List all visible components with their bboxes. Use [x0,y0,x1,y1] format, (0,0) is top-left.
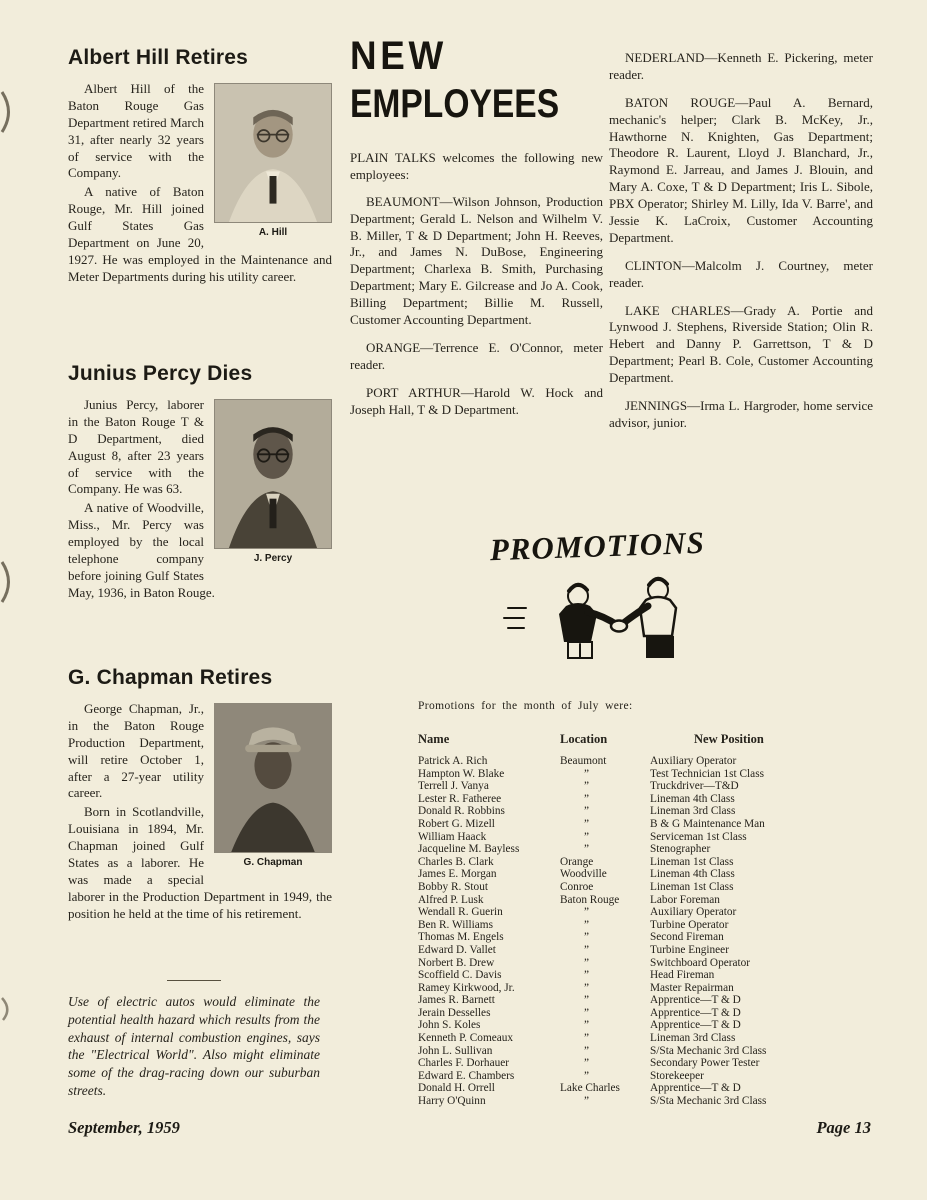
promotion-name: Alfred P. Lusk [418,893,484,906]
promotions-table-header [404,732,798,747]
promotion-location: ” [584,805,590,818]
promotion-location: ” [584,1019,590,1032]
promotion-row [418,906,798,919]
promotion-name: Robert G. Mizell [418,817,495,830]
promotion-position: Apprentice—T & D [650,994,741,1007]
promotion-position: B & G Maintenance Man [650,817,765,830]
promotion-row [418,881,798,894]
promotion-position: Switchboard Operator [650,956,751,969]
promotion-row [418,831,798,844]
article-paragraph: A native of Baton Rouge, Mr. Hill joined Gulf States Gas Department on June 20, 1927. He was employed in the Maintenance and Meter Departments during his utility career. [68,184,332,284]
promotion-position: Labor Foreman [650,893,720,906]
promotion-row [418,982,798,995]
promotion-position: Apprentice—T & D [650,1019,741,1032]
promotion-name: Lester R. Fatheree [418,792,502,805]
promotion-name: Ben R. Williams [418,918,493,931]
promotion-row [418,1019,798,1032]
hill-photo [214,83,332,239]
new-employees-paragraph: BEAUMONT—Wilson Johnson, Production Department; Gerald L. Nelson and Wilhelm V. B. Miller, T & D Department; John H. Reeves, Jr., and James N. DuBose, Engineering Department; Charlexa B. Smith, Purchasing Department; Mary E. Gilcrease and Jo A. Cook, Billing Department; Billie M. Russell, Customer Accounting Department. [350,193,603,328]
new-employees-paragraph: ORANGE—Terrence E. O'Connor, meter reader. [350,339,603,372]
promotions-graphic [488,524,744,672]
promotion-name: Donald R. Robbins [418,805,505,818]
promotion-position: Apprentice—T & D [650,1082,741,1095]
portrait-photo [214,399,332,549]
promotion-location: ” [584,1006,590,1019]
promotion-position: Storekeeper [650,1069,704,1082]
new-employees-middle-list [350,194,603,419]
column-header-name: Name [418,732,450,746]
promotion-position: Lineman 4th Class [650,792,735,805]
new-employees-paragraph: LAKE CHARLES—Grady A. Portie and Lynwood J. Stephens, Riverside Station; Olin R. Hebert and Danny P. Garrettson, T & D Department; Pearl B. Cole, Customer Accounting Department. [609,302,873,386]
promotions-table-rows [404,755,798,1108]
promotion-row [418,994,798,1007]
promotion-location: Woodville [560,868,607,881]
promotion-location: Lake Charles [560,1082,620,1095]
promotion-position: Lineman 3rd Class [650,1032,736,1045]
promotion-name: Hampton W. Blake [418,767,505,780]
promotion-name: Charles F. Dorhauer [418,1057,510,1070]
portrait-photo [214,703,332,853]
promotion-name: Harry O'Quinn [418,1095,486,1108]
promotion-location: ” [584,943,590,956]
new-employees-section [350,36,603,429]
heading-line: EMPLOYEES [350,82,560,126]
promotion-name: Jacqueline M. Bayless [418,843,520,856]
new-employees-paragraph: NEDERLAND—Kenneth E. Pickering, meter reader. [609,50,873,82]
handshake-illustration [488,524,744,672]
promotion-position: Lineman 1st Class [650,855,734,868]
promotion-row [418,1095,798,1108]
promotion-row [418,868,798,881]
promotion-location: ” [584,1044,590,1057]
article-title: Albert Hill Retires [68,46,249,69]
new-employees-right-list [609,50,873,443]
promotion-location: ” [584,1069,590,1082]
new-employees-paragraph: BATON ROUGE—Paul A. Bernard, mechanic's helper; Clark B. McKey, Jr., Hawthorne N. Knighten, Gas Department; Theodore R. Laurent, Lloyd J. Blanchard, Jr., Raymond E. Jarreau, and James J. Blouin, and Mary A. Coxe, T & D Department; Iris L. Sibole, PBX Operator; Shirley M. Lilly, Ida V. Barre', and Jessie K. LaCroix, Customer Accounting Department. [609,94,873,245]
promotion-position: Turbine Operator [650,918,729,931]
column-header-new-position: New Position [694,732,764,746]
promotion-name: Kenneth P. Comeaux [418,1032,514,1045]
percy-photo [214,399,332,565]
promotion-location: ” [584,981,590,994]
promotion-name: John L. Sullivan [418,1044,493,1057]
promotion-row [418,919,798,932]
new-employees-paragraph: JENNINGS—Irma L. Hargroder, home service advisor, junior. [609,398,873,430]
heading-line: NEW [350,34,447,78]
promotion-location: ” [584,918,590,931]
promotion-name: Ramey Kirkwood, Jr. [418,981,515,994]
article-paragraph: A native of Woodville, Miss., Mr. Percy was employed by the local telephone company before joining Gulf States May, 1936, in Baton Rouge. [68,500,215,600]
promotion-position: Auxiliary Operator [650,906,737,919]
article-albert-hill [68,46,332,288]
promotion-location: Beaumont [560,755,607,767]
promotion-location: Baton Rouge [560,893,620,906]
new-employees-heading [350,36,603,124]
promotion-name: William Haack [418,830,487,843]
promotion-name: James R. Barnett [418,994,495,1007]
editorial-note-text: Use of electric autos would eliminate the potential health hazard which results from the exhaust of internal combustion engines, says the "Electrical World". Also might eliminate some of the drag-racing down our suburban streets. [68,994,320,1099]
editorial-note [68,980,320,1100]
promotion-name: Terrell J. Vanya [418,780,489,793]
promotion-location: ” [584,817,590,830]
promotion-row [418,969,798,982]
promotion-position: Auxiliary Operator [650,755,737,767]
promotion-position: S/Sta Mechanic 3rd Class [650,1044,767,1057]
photo-caption: A. Hill [258,227,288,238]
promotion-position: Truckdriver—T&D [650,780,739,793]
promotion-position: Lineman 3rd Class [650,805,736,818]
promotion-location: ” [584,792,590,805]
promotion-row [418,805,798,818]
new-employees-paragraph: PORT ARTHUR—Harold W. Hock and Joseph Hall, T & D Department. [350,384,603,417]
promotion-location: ” [584,956,590,969]
promotion-location: ” [584,830,590,843]
promotion-position: Stenographer [650,843,711,856]
promotion-location: ” [584,767,590,780]
promotion-position: Lineman 4th Class [650,868,735,881]
promotion-name: Patrick A. Rich [418,755,488,767]
promotion-row [418,780,798,793]
promotion-row [418,1082,798,1095]
article-junius-percy [68,362,332,604]
new-employees-intro: PLAIN TALKS welcomes the following new employees: [350,150,603,182]
promotion-name: Jerain Desselles [418,1006,491,1019]
article-title: Junius Percy Dies [68,362,253,385]
promotion-location: ” [584,843,590,856]
promotion-name: John S. Koles [418,1019,481,1032]
promotion-name: Edward D. Vallet [418,943,496,956]
photo-caption: J. Percy [253,553,293,564]
promotion-position: Secondary Power Tester [650,1057,760,1070]
promotion-location: ” [584,1057,590,1070]
promotion-row [418,856,798,869]
promotion-location: ” [584,1032,590,1045]
article-title: G. Chapman Retires [68,666,273,689]
promotion-position: S/Sta Mechanic 3rd Class [650,1095,767,1108]
promotion-name: Norbert B. Drew [418,956,495,969]
punch-hole-mark [0,90,16,134]
chapman-photo [214,703,332,869]
photo-caption: G. Chapman [243,857,303,868]
promotion-position: Second Fireman [650,931,724,944]
promotion-row [418,768,798,781]
promotion-name: Wendall R. Guerin [418,906,503,919]
portrait-photo [214,83,332,223]
promotion-name: Charles B. Clark [418,855,494,868]
promotion-location: ” [584,1095,590,1108]
promotion-location: ” [584,780,590,793]
promotion-location: Orange [560,855,594,868]
promotion-location: ” [584,931,590,944]
promotions-table-section [404,700,798,1108]
promotion-location: ” [584,969,590,982]
promotion-row [418,1007,798,1020]
promotion-row [418,843,798,856]
promotion-location: ” [584,906,590,919]
promotion-row [418,957,798,970]
promotions-table-heading: Promotions for the month of July were: [418,700,633,712]
new-employees-paragraph: CLINTON—Malcolm J. Courtney, meter reader. [609,257,873,290]
promotion-position: Apprentice—T & D [650,1006,741,1019]
promotion-position: Turbine Engineer [650,943,729,956]
promotion-name: Thomas M. Engels [418,931,504,944]
promotion-row [418,793,798,806]
article-paragraph: George Chapman, Jr., in the Baton Rouge Production Department, will retire October 1, after a 27-year utility career. [68,701,204,801]
promotion-name: Scoffield C. Davis [418,969,502,982]
promotion-row [418,1057,798,1070]
article-paragraph: Junius Percy, laborer in the Baton Rouge T & D Department, died August 8, after 23 years of service with the Company. He was 63. [68,397,204,497]
column-header-location: Location [560,732,608,746]
promotion-name: Edward E. Chambers [418,1069,515,1082]
promotion-position: Head Fireman [650,969,715,982]
promotion-position: Master Repairman [650,981,734,994]
issue-date: September, 1959 [68,1118,180,1137]
promotion-name: Donald H. Orrell [418,1082,495,1095]
promotion-name: James E. Morgan [418,868,497,881]
promotion-name: Bobby R. Stout [418,880,488,893]
punch-hole-mark [0,560,16,604]
divider [167,980,221,981]
promotion-row [418,1032,798,1045]
promotions-wordmark: PROMOTIONS [489,524,706,568]
article-paragraph: Born in Scotlandville, Louisiana in 1894, Mr. Chapman joined Gulf States as a laborer. He was made a special laborer in the Production Department in 1949, the position he held at the time of his retirement. [68,804,332,921]
punch-hole-mark [0,996,14,1022]
promotion-row [418,1070,798,1083]
promotion-location: ” [584,994,590,1007]
promotion-position: Lineman 1st Class [650,880,734,893]
promotion-row [418,818,798,831]
promotion-row [418,944,798,957]
promotion-position: Test Technician 1st Class [650,767,764,780]
promotion-row [418,894,798,907]
article-g-chapman [68,666,332,925]
page-number: Page 13 [816,1118,871,1137]
article-paragraph: Albert Hill of the Baton Rouge Gas Department retired March 31, after nearly 32 years of service with the Company. [68,81,204,181]
promotion-location: Conroe [560,880,594,893]
promotion-row [418,755,798,768]
promotion-position: Serviceman 1st Class [650,830,747,843]
promotion-row [418,1045,798,1058]
promotion-row [418,931,798,944]
